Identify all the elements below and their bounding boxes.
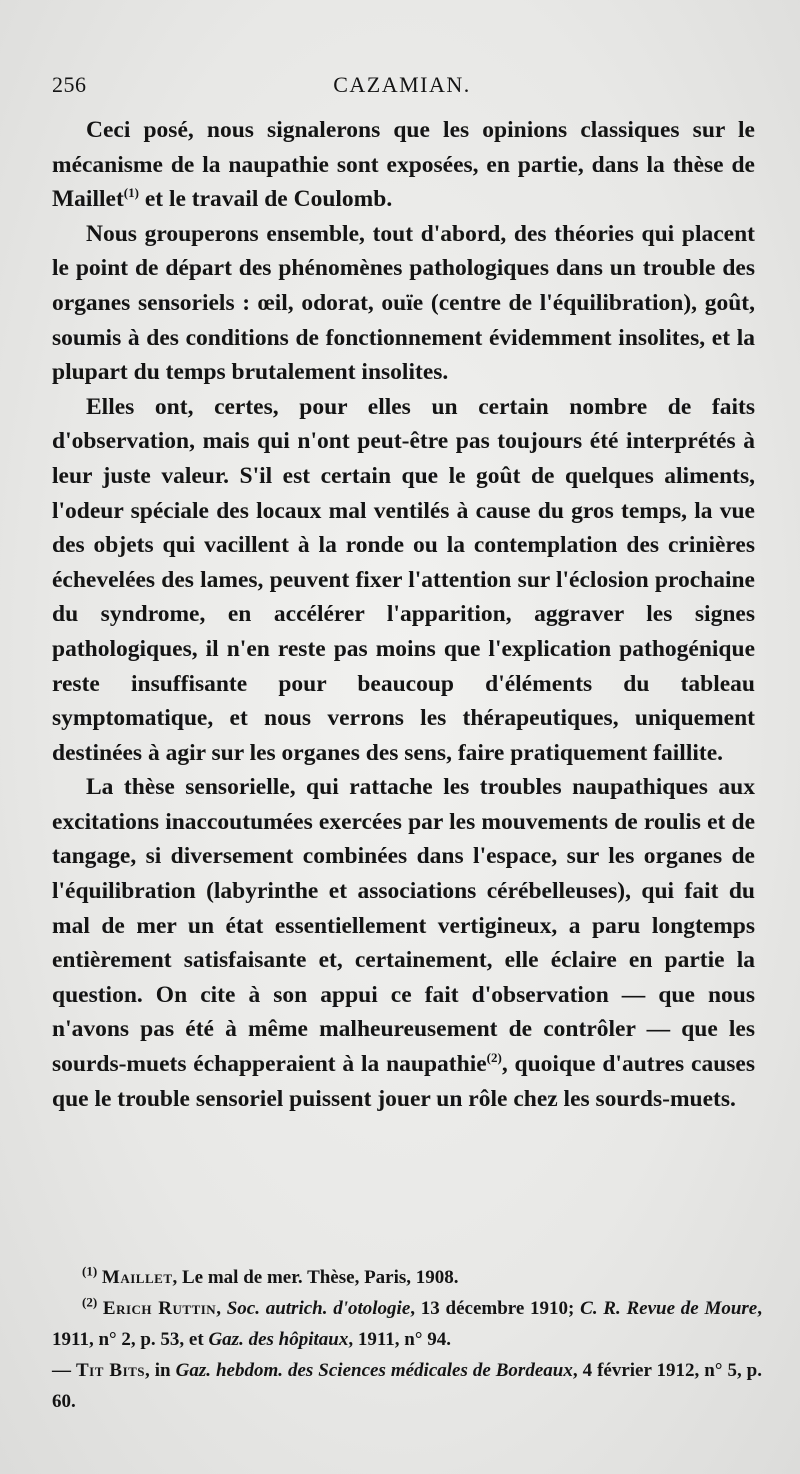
footnote-3-text-1: , in [145, 1360, 176, 1381]
footnote-3-author: Tit Bits [76, 1360, 146, 1381]
footnote-2-journal-3: Gaz. des hôpitaux [208, 1329, 349, 1350]
footnote-2-journal-2: C. R. Revue de Moure [580, 1298, 758, 1319]
paragraph-1-text-end: et le travail de Coulomb. [138, 186, 393, 213]
page-header [52, 72, 752, 102]
footnote-2-text-2: , 1911, n° 2, p. 53, et [52, 1298, 762, 1350]
paragraph-4 [52, 770, 755, 1116]
page-number: 256 [52, 72, 87, 97]
main-text [52, 113, 755, 1116]
footnote-1 [52, 1262, 762, 1293]
footnote-2 [52, 1293, 762, 1417]
footnote-ref-2: (2) [486, 1050, 502, 1066]
footnote-3-dash: — [52, 1360, 76, 1381]
paragraph-3: Elles ont, certes, pour elles un certain nombre de faits d'observation, mais qui n'ont peut-être pas toujours été interprétés à leur juste valeur. S'il est certain que le goût de quelques aliments, l'odeur spéciale des locaux mal ventilés à cause du gros temps, la vue des objets qui vacillent à la ronde ou la contemplation des crinières échevelées des lames, peuvent fixer l'attention sur l'éclosion prochaine du syndrome, en accélérer l'apparition, aggraver les signes pathologiques, il n'en reste pas moins que l'explication pathogénique reste insuffisante pour beaucoup d'éléments du tableau symptomatique, et nous verrons les thérapeutiques, uniquement destinées à agir sur les organes des sens, faire pratiquement faillite. [52, 393, 755, 766]
footnote-1-mark: (1) [82, 1263, 98, 1279]
paragraph-2: Nous grouperons ensemble, tout d'abord, des théories qui placent le point de départ des phénomènes pathologiques dans un trouble des organes sensoriels : œil, odorat, ouïe (centre de l'équilibration), goût, soumis à des conditions de fonctionnement évidemment insolites, et la plupart du temps brutalement insolites. [52, 220, 755, 386]
footnote-2-journal-1: Soc. autrich. d'otologie [226, 1298, 411, 1319]
footnote-2-text-1: , 13 décembre 1910; [410, 1298, 581, 1319]
paragraph-1 [52, 113, 755, 217]
running-title: CAZAMIAN. [333, 72, 471, 97]
footnote-ref-1: (1) [123, 185, 139, 201]
footnote-3-text-2: , 4 février 1912, n° 5, p. 60. [52, 1360, 763, 1412]
paragraph-4-text-end: , quoique d'autres causes que le trouble sensoriel puissent jouer un rôle chez les sourds-muets. [52, 1051, 755, 1112]
footnote-2-mark: (2) [82, 1294, 98, 1310]
footnote-1-author: Maillet [101, 1267, 173, 1288]
footnotes [52, 1262, 762, 1417]
footnote-2-author: Erich Ruttin [102, 1298, 217, 1319]
footnote-3-journal: Gaz. hebdom. des Sciences médicales de Bordeaux [175, 1360, 573, 1381]
paragraph-4-text: La thèse sensorielle, qui rattache les troubles naupathiques aux excitations inaccoutumées exercées par les mouvements de roulis et de tangage, si diversement combinées dans l'espace, sur les organes de l'équilibration (labyrinthe et associations cérébelleuses), qui fait du mal de mer un état essentiellement vertigineux, a paru longtemps entièrement satisfaisante et, certainement, elle éclaire en partie la question. On cite à son appui ce fait d'observation — que nous n'avons pas été à même malheureusement de contrôler — que les sourds-muets échapperaient à la naupathie [52, 774, 755, 1078]
footnote-2-text-3: , 1911, n° 94. [348, 1329, 451, 1350]
footnote-1-text: , Le mal de mer. Thèse, Paris, 1908. [172, 1267, 459, 1288]
paragraph-1-text: Ceci posé, nous signalerons que les opinions classiques sur le mécanisme de la naupathie sont exposées, en partie, dans la thèse de Maillet [52, 117, 755, 213]
footnote-2-sep: , [216, 1298, 227, 1319]
